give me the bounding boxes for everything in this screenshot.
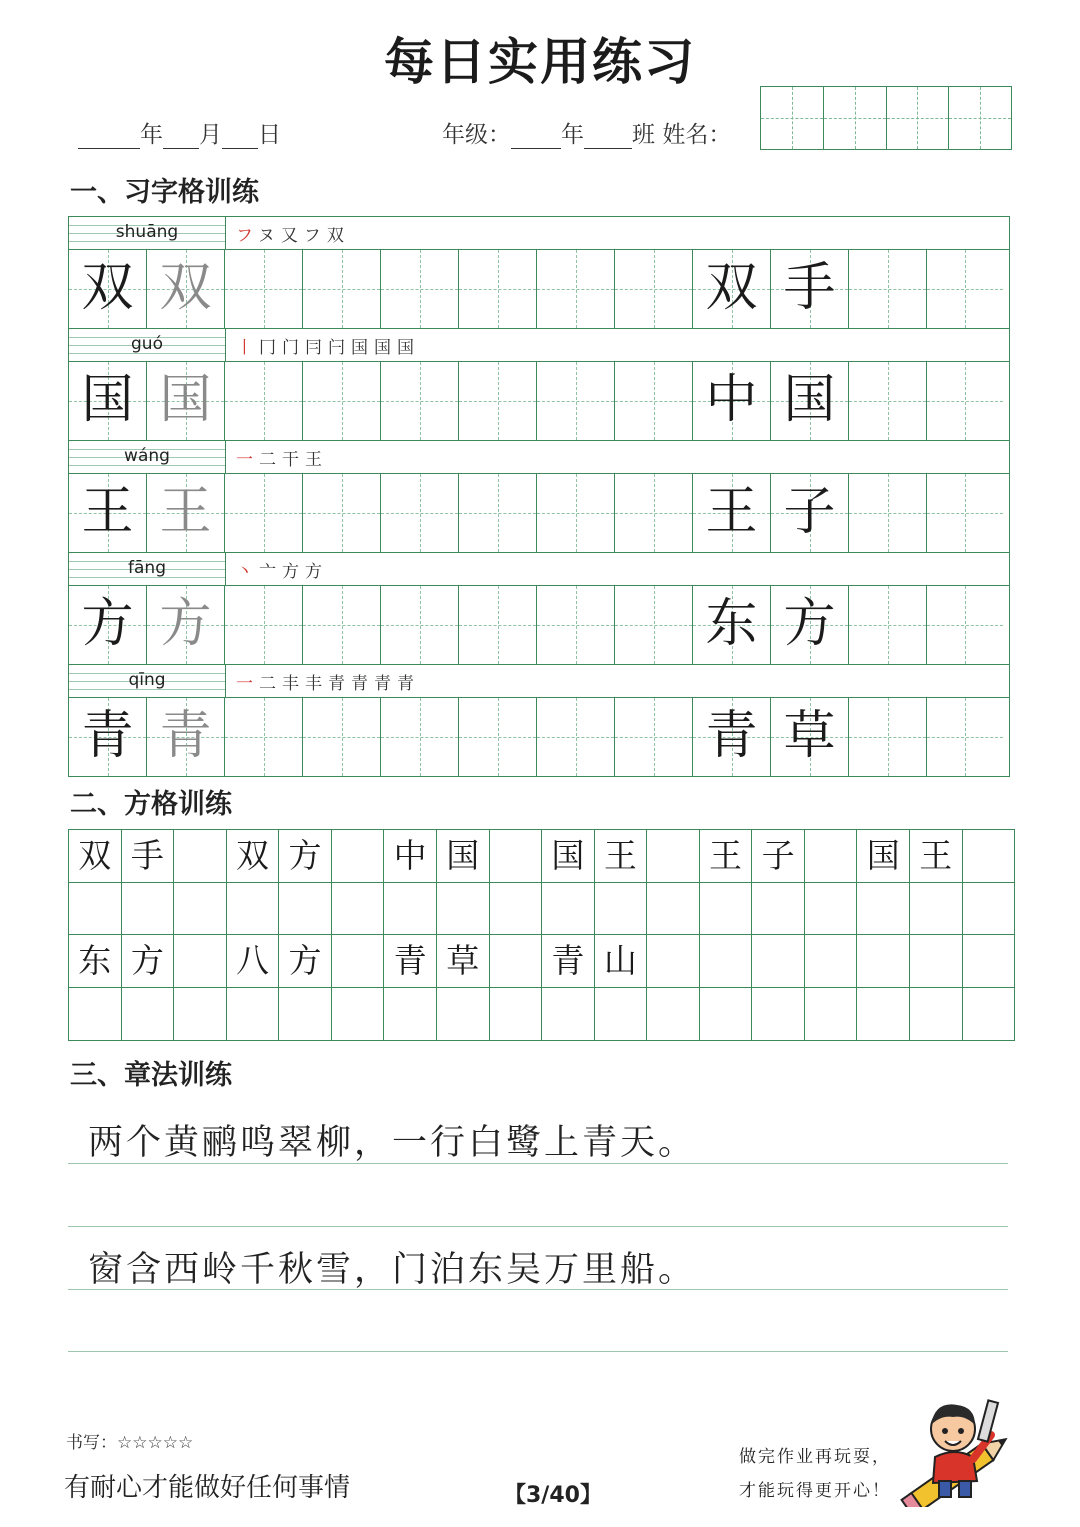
pinyin-row	[69, 217, 1009, 250]
writing-label: 书写：	[66, 1433, 117, 1453]
tian-grid-cell[interactable]	[459, 474, 537, 552]
tian-grid-cell[interactable]	[693, 698, 771, 776]
day-blank[interactable]	[222, 124, 258, 149]
stroke-step: 二	[259, 674, 282, 694]
tian-grid-cell[interactable]	[615, 474, 693, 552]
tian-grid-cell[interactable]	[615, 698, 693, 776]
square-cell[interactable]	[857, 988, 910, 1041]
square-cell[interactable]	[332, 883, 385, 935]
tian-grid-cell[interactable]	[927, 362, 1003, 440]
pinyin-text: shuāng	[115, 222, 179, 242]
model-character: 八	[235, 941, 269, 980]
square-cell[interactable]	[595, 935, 648, 987]
square-cell[interactable]	[542, 988, 595, 1041]
square-cell[interactable]	[227, 830, 280, 882]
tian-grid-cell[interactable]	[459, 586, 537, 664]
tian-grid-cell[interactable]	[693, 474, 771, 552]
tian-grid-cell[interactable]	[693, 362, 771, 440]
stroke-step: 冂	[259, 338, 282, 358]
month-blank[interactable]	[163, 124, 199, 149]
square-cell[interactable]	[490, 935, 543, 987]
character-row	[69, 698, 1009, 776]
square-cell[interactable]	[384, 935, 437, 987]
stroke-step: 二	[259, 450, 282, 470]
tian-grid-cell[interactable]	[927, 474, 1003, 552]
pinyin-cell	[69, 553, 226, 585]
stroke-step: 丨	[236, 338, 259, 358]
square-cell[interactable]	[122, 830, 175, 882]
tian-grid-cell[interactable]	[381, 698, 459, 776]
character-row	[69, 362, 1009, 441]
square-cell[interactable]	[122, 883, 175, 935]
square-row	[69, 830, 1014, 883]
stroke-step: フ	[236, 226, 258, 246]
tian-grid-cell[interactable]	[303, 586, 381, 664]
name-box[interactable]	[887, 87, 950, 149]
square-cell[interactable]	[752, 935, 805, 987]
tian-grid-cell[interactable]	[225, 250, 303, 328]
square-cell[interactable]	[752, 988, 805, 1041]
square-cell[interactable]	[69, 935, 122, 987]
tian-grid-cell[interactable]	[303, 250, 381, 328]
model-character: 青	[551, 941, 585, 980]
tian-grid-cell[interactable]	[927, 586, 1003, 664]
square-cell[interactable]	[227, 883, 280, 935]
stroke-step: 青	[351, 674, 374, 694]
square-cell[interactable]	[279, 883, 332, 935]
tian-grid-cell[interactable]	[459, 250, 537, 328]
tian-grid-cell[interactable]	[615, 250, 693, 328]
square-cell[interactable]	[437, 830, 490, 882]
trace-character: 双	[159, 258, 212, 318]
character-block	[69, 441, 1009, 553]
stroke-order-cell	[226, 329, 1009, 361]
model-character: 王	[919, 836, 953, 875]
model-character: 方	[783, 594, 836, 654]
model-character: 子	[761, 836, 795, 875]
name-boxes[interactable]	[760, 86, 1012, 150]
square-cell[interactable]	[647, 988, 700, 1041]
square-cell[interactable]	[857, 883, 910, 935]
tian-grid-cell[interactable]	[537, 698, 615, 776]
model-character: 国	[783, 370, 836, 430]
tian-grid-cell[interactable]	[69, 698, 147, 776]
stroke-step: 门	[282, 338, 305, 358]
tian-grid-cell[interactable]	[693, 586, 771, 664]
name-box[interactable]	[761, 87, 824, 149]
trace-character: 方	[159, 594, 212, 654]
tian-grid-cell[interactable]	[225, 698, 303, 776]
stroke-step: 青	[328, 674, 351, 694]
tian-grid-cell[interactable]	[69, 250, 147, 328]
stroke-step: 闩	[328, 338, 351, 358]
stroke-step: 双	[326, 226, 350, 246]
stroke-step: 方	[305, 562, 328, 582]
square-cell[interactable]	[805, 988, 858, 1041]
tian-grid-cell[interactable]	[927, 250, 1003, 328]
stroke-step: 干	[282, 450, 305, 470]
square-cell[interactable]	[595, 883, 648, 935]
tian-grid-cell[interactable]	[537, 586, 615, 664]
square-cell[interactable]	[227, 988, 280, 1041]
model-character: 手	[130, 836, 164, 875]
grade-label: 年级：	[442, 122, 511, 148]
square-row	[69, 988, 1014, 1041]
square-cell[interactable]	[647, 883, 700, 935]
model-character: 王	[705, 482, 758, 542]
tian-grid-cell[interactable]	[615, 362, 693, 440]
stroke-step: 国	[397, 338, 420, 358]
tian-grid-cell[interactable]	[381, 362, 459, 440]
model-character: 山	[603, 941, 637, 980]
character-row	[69, 586, 1009, 665]
page-title: 每日实用练习	[384, 33, 696, 91]
class-label: 班	[632, 122, 655, 148]
writing-line[interactable]	[68, 1289, 1008, 1290]
model-character: 方	[130, 941, 164, 980]
tian-grid-cell[interactable]	[771, 474, 849, 552]
square-cell[interactable]	[805, 935, 858, 987]
square-cell[interactable]	[910, 988, 963, 1041]
square-cell[interactable]	[174, 883, 227, 935]
square-cell[interactable]	[910, 935, 963, 987]
tian-grid-cell[interactable]	[537, 362, 615, 440]
encourage-line-1: 做完作业再玩耍，	[739, 1447, 891, 1467]
stroke-step: 丶	[236, 562, 259, 582]
model-character: 青	[705, 706, 758, 766]
name-label: 姓名：	[662, 122, 732, 148]
square-cell[interactable]	[857, 935, 910, 987]
square-cell[interactable]	[647, 935, 700, 987]
trace-character: 国	[159, 370, 212, 430]
tian-grid-cell[interactable]	[381, 250, 459, 328]
tian-grid-cell[interactable]	[849, 698, 927, 776]
character-row	[69, 474, 1009, 553]
stroke-order	[236, 221, 350, 246]
pinyin-text: wáng	[124, 446, 170, 466]
star-rating-icon[interactable]: ☆☆☆☆☆	[117, 1433, 194, 1453]
section3-title: 三、章法训练	[70, 1060, 232, 1091]
stroke-order-cell	[226, 217, 1009, 249]
square-cell[interactable]	[963, 883, 1015, 935]
model-character: 青	[81, 706, 134, 766]
model-character: 子	[783, 482, 836, 542]
pinyin-cell	[69, 441, 226, 473]
pinyin-cell	[69, 329, 226, 361]
tian-grid-cell[interactable]	[225, 586, 303, 664]
page-number: 【3/40】	[504, 1483, 602, 1508]
month-label: 月	[199, 122, 222, 148]
model-character: 双	[705, 258, 758, 318]
square-cell[interactable]	[437, 935, 490, 987]
grade-blank[interactable]	[511, 124, 561, 149]
tian-grid-cell[interactable]	[69, 586, 147, 664]
practice-grid	[68, 216, 1010, 777]
pinyin-text: guó	[131, 334, 163, 354]
pinyin-text: fāng	[128, 558, 166, 578]
model-character: 王	[709, 836, 743, 875]
tian-grid-cell[interactable]	[147, 362, 225, 440]
stroke-step: 一	[236, 450, 259, 470]
square-cell[interactable]	[279, 988, 332, 1041]
stroke-step: 方	[282, 562, 305, 582]
square-cell[interactable]	[700, 883, 753, 935]
square-cell[interactable]	[122, 935, 175, 987]
poem-line-1: 两个黄鹂鸣翠柳，一行白鹭上青天。	[88, 1123, 697, 1163]
tian-grid-cell[interactable]	[303, 698, 381, 776]
tian-grid-cell[interactable]	[225, 474, 303, 552]
square-cell[interactable]	[963, 988, 1015, 1041]
square-row	[69, 883, 1014, 936]
model-character: 方	[288, 941, 322, 980]
square-cell[interactable]	[700, 988, 753, 1041]
tian-grid-cell[interactable]	[849, 474, 927, 552]
class-blank[interactable]	[584, 124, 632, 149]
character-block	[69, 665, 1009, 776]
square-cell[interactable]	[437, 883, 490, 935]
square-cell[interactable]	[700, 935, 753, 987]
stroke-order	[236, 669, 420, 694]
square-cell[interactable]	[122, 988, 175, 1041]
square-cell[interactable]	[227, 935, 280, 987]
cartoon-boy-pencil-icon	[895, 1395, 1025, 1507]
model-character: 国	[866, 836, 900, 875]
stroke-step: 国	[374, 338, 397, 358]
writing-rating	[66, 1428, 193, 1453]
tian-grid-cell[interactable]	[537, 474, 615, 552]
model-character: 双	[81, 258, 134, 318]
square-cell[interactable]	[910, 830, 963, 882]
tian-grid-cell[interactable]	[147, 586, 225, 664]
poem-line-2: 窗含西岭千秋雪，门泊东吴万里船。	[88, 1250, 697, 1290]
square-cell[interactable]	[384, 883, 437, 935]
grade-field	[442, 116, 731, 149]
square-cell[interactable]	[332, 935, 385, 987]
pinyin-row	[69, 553, 1009, 586]
square-cell[interactable]	[542, 830, 595, 882]
stroke-step: 亠	[259, 562, 282, 582]
tian-grid-cell[interactable]	[69, 474, 147, 552]
tian-grid-cell[interactable]	[771, 698, 849, 776]
square-cell[interactable]	[857, 830, 910, 882]
tian-grid-cell[interactable]	[927, 698, 1003, 776]
square-cell[interactable]	[805, 830, 858, 882]
square-cell[interactable]	[595, 830, 648, 882]
square-cell[interactable]	[69, 988, 122, 1041]
square-cell[interactable]	[910, 883, 963, 935]
tian-grid-cell[interactable]	[381, 586, 459, 664]
square-cell[interactable]	[542, 935, 595, 987]
square-cell[interactable]	[437, 988, 490, 1041]
square-cell[interactable]	[490, 988, 543, 1041]
stroke-step: ヌ	[257, 226, 281, 246]
square-cell[interactable]	[279, 830, 332, 882]
model-character: 中	[393, 836, 427, 875]
model-character: 双	[78, 836, 112, 875]
day-label: 日	[258, 122, 281, 148]
motto: 有耐心才能做好任何事情	[64, 1473, 351, 1503]
square-cell[interactable]	[332, 830, 385, 882]
model-character: 双	[235, 836, 269, 875]
square-cell[interactable]	[332, 988, 385, 1041]
encourage-line-2: 才能玩得更开心！	[739, 1481, 891, 1501]
square-cell[interactable]	[174, 988, 227, 1041]
square-cell[interactable]	[963, 830, 1015, 882]
square-cell[interactable]	[542, 883, 595, 935]
square-cell[interactable]	[279, 935, 332, 987]
stroke-step: 国	[351, 338, 374, 358]
tian-grid-cell[interactable]	[147, 474, 225, 552]
square-cell[interactable]	[69, 830, 122, 882]
pinyin-row	[69, 441, 1009, 474]
stroke-step: 丰	[305, 674, 328, 694]
model-character: 青	[393, 941, 427, 980]
character-row	[69, 250, 1009, 329]
tian-grid-cell[interactable]	[147, 250, 225, 328]
stroke-step: 青	[374, 674, 397, 694]
stroke-order-cell	[226, 665, 1009, 697]
tian-grid-cell[interactable]	[771, 586, 849, 664]
model-character: 王	[603, 836, 637, 875]
model-character: 东	[78, 941, 112, 980]
tian-grid-cell[interactable]	[849, 362, 927, 440]
tian-grid-cell[interactable]	[771, 362, 849, 440]
stroke-order-cell	[226, 441, 1009, 473]
square-cell[interactable]	[174, 830, 227, 882]
pinyin-text: qīng	[128, 670, 166, 690]
model-character: 手	[783, 258, 836, 318]
date-field	[78, 116, 281, 149]
model-character: 国	[446, 836, 480, 875]
square-cell[interactable]	[69, 883, 122, 935]
stroke-order-cell	[226, 553, 1009, 585]
pinyin-row	[69, 329, 1009, 362]
square-grid	[68, 829, 1015, 1041]
model-character: 王	[81, 482, 134, 542]
model-character: 草	[783, 706, 836, 766]
model-character: 国	[551, 836, 585, 875]
square-cell[interactable]	[647, 830, 700, 882]
year-label: 年	[140, 122, 163, 148]
stroke-order	[236, 445, 328, 470]
tian-grid-cell[interactable]	[147, 698, 225, 776]
pinyin-cell	[69, 217, 226, 249]
tian-grid-cell[interactable]	[693, 250, 771, 328]
writing-line[interactable]	[68, 1351, 1008, 1352]
square-row	[69, 935, 1014, 988]
tian-grid-cell[interactable]	[849, 250, 927, 328]
square-cell[interactable]	[752, 830, 805, 882]
tian-grid-cell[interactable]	[303, 362, 381, 440]
model-character: 东	[705, 594, 758, 654]
trace-character: 王	[159, 482, 212, 542]
model-character: 中	[705, 370, 758, 430]
writing-line[interactable]	[68, 1226, 1008, 1227]
writing-line[interactable]	[68, 1163, 1008, 1164]
trace-character: 青	[159, 706, 212, 766]
square-cell[interactable]	[490, 830, 543, 882]
tian-grid-cell[interactable]	[303, 474, 381, 552]
square-cell[interactable]	[700, 830, 753, 882]
tian-grid-cell[interactable]	[849, 586, 927, 664]
tian-grid-cell[interactable]	[771, 250, 849, 328]
year-blank[interactable]	[78, 124, 140, 149]
character-block	[69, 217, 1009, 329]
square-cell[interactable]	[174, 935, 227, 987]
pinyin-cell	[69, 665, 226, 697]
tian-grid-cell[interactable]	[459, 362, 537, 440]
tian-grid-cell[interactable]	[459, 698, 537, 776]
model-character: 国	[81, 370, 134, 430]
tian-grid-cell[interactable]	[381, 474, 459, 552]
square-cell[interactable]	[963, 935, 1015, 987]
name-box[interactable]	[949, 87, 1011, 149]
stroke-step: 冃	[305, 338, 328, 358]
square-cell[interactable]	[490, 883, 543, 935]
stroke-step: 青	[397, 674, 420, 694]
tian-grid-cell[interactable]	[537, 250, 615, 328]
model-character: 方	[81, 594, 134, 654]
character-block	[69, 329, 1009, 441]
pinyin-row	[69, 665, 1009, 698]
stroke-order	[236, 333, 420, 358]
square-cell[interactable]	[595, 988, 648, 1041]
square-cell[interactable]	[752, 883, 805, 935]
character-block	[69, 553, 1009, 665]
model-character: 草	[446, 941, 480, 980]
stroke-step: 又フ	[280, 226, 327, 246]
encourage-text	[730, 1440, 900, 1508]
stroke-order	[236, 557, 328, 582]
grade-year-label: 年	[561, 122, 584, 148]
model-character: 方	[288, 836, 322, 875]
square-cell[interactable]	[805, 883, 858, 935]
stroke-step: 一	[236, 674, 259, 694]
square-cell[interactable]	[384, 830, 437, 882]
section2-title: 二、方格训练	[70, 789, 232, 820]
name-box[interactable]	[824, 87, 887, 149]
stroke-step: 丰	[282, 674, 305, 694]
tian-grid-cell[interactable]	[615, 586, 693, 664]
tian-grid-cell[interactable]	[225, 362, 303, 440]
section1-title: 一、习字格训练	[70, 177, 259, 208]
stroke-step: 王	[305, 450, 328, 470]
square-cell[interactable]	[384, 988, 437, 1041]
tian-grid-cell[interactable]	[69, 362, 147, 440]
